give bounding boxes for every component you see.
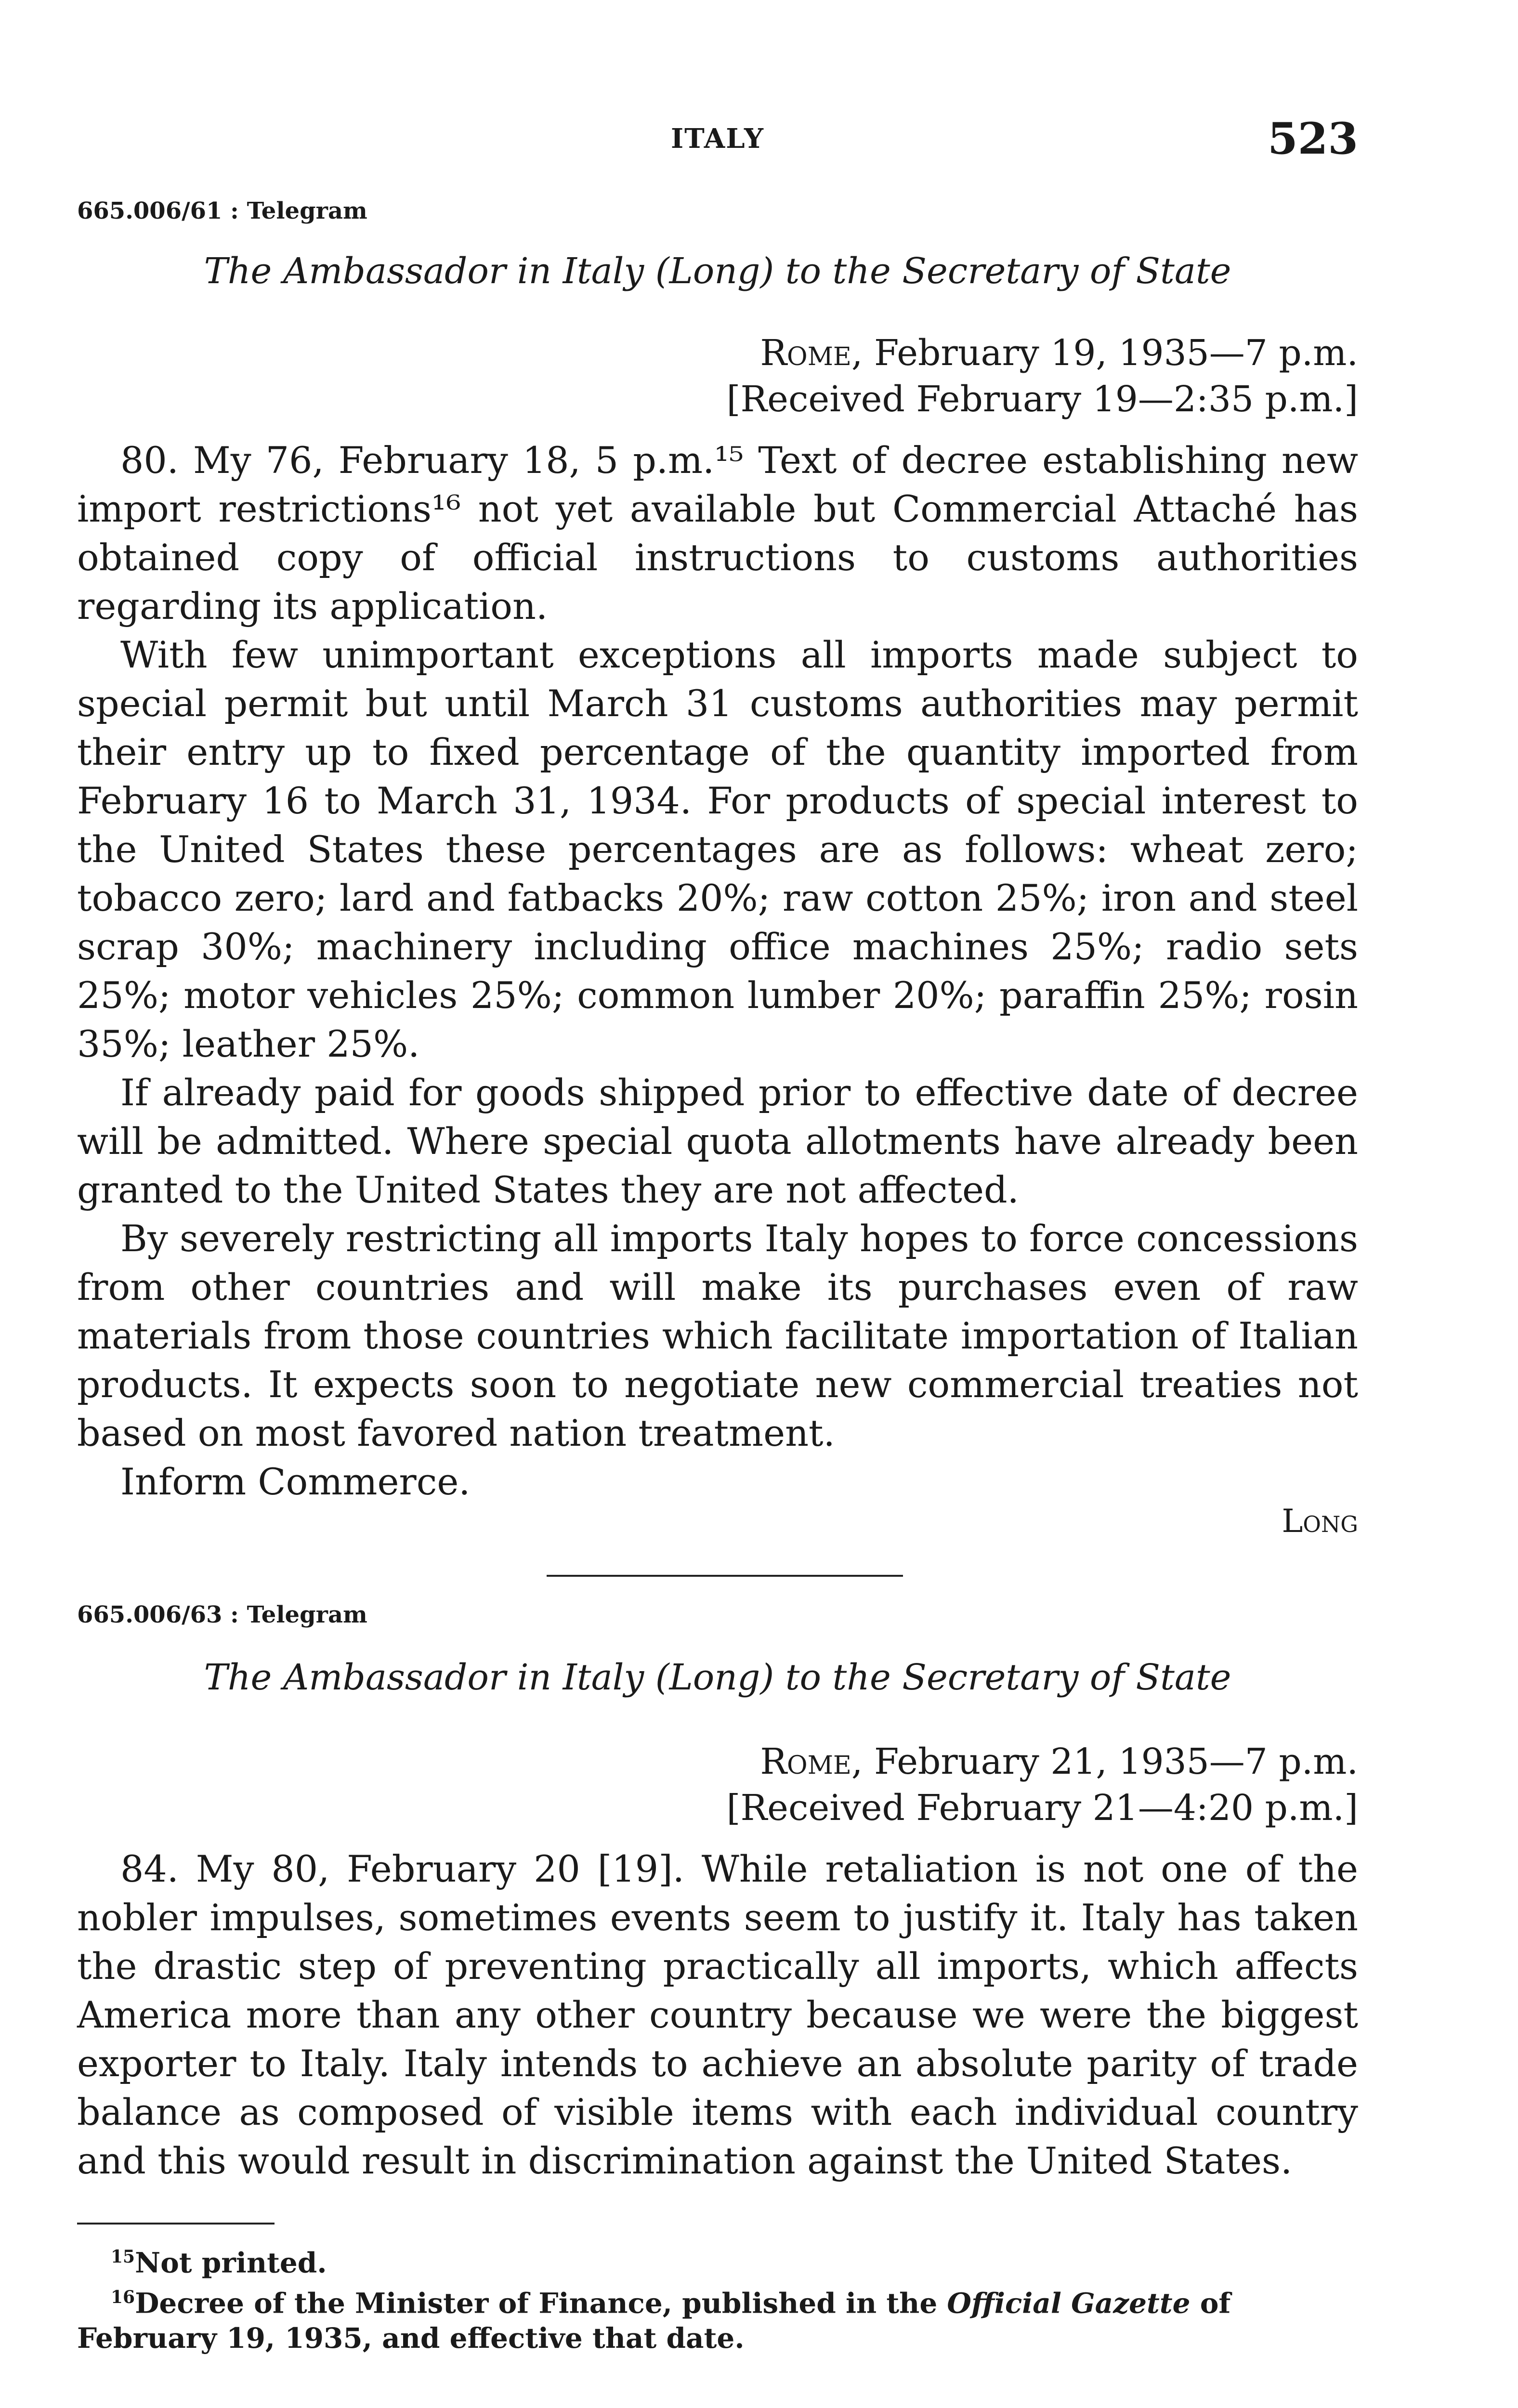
running-header (77, 113, 1358, 164)
document-page (77, 0, 1358, 2408)
dateline-2 (77, 1739, 1358, 1831)
footnote-rule (77, 2223, 275, 2225)
paragraph: With few unimportant exceptions all imports made subject to special permit but until March 31 customs authorities may permit their entry up to fixed percentage of the quantity imported from February 16 to March 31, 1934. For products of special interest to the United States these percentages are as follows: wheat zero; tobacco zero; lard and fatbacks 20%; raw cotton 25%; iron and steel scrap 30%; machinery including office machines 25%; radio sets 25%; motor vehicles 25%; common lumber 20%; paraffin 25%; rosin 35%; leather 25%. (77, 633, 1358, 1065)
footnote-16 (77, 2280, 1358, 2355)
telegram-body-2 (77, 1845, 1358, 2185)
place-1: Rome (760, 332, 851, 374)
paragraph: 80. My 76, February 18, 5 p.m.¹⁵ Text of decree establishing new import restrictions¹⁶ not yet available but Commercial Attaché has obtained copy of official instructions to customs authorities regarding its application. (77, 439, 1358, 628)
footnote-marker: 15 (111, 2247, 135, 2267)
place-date-2 (77, 1739, 1358, 1785)
footnote-italic-text: Official Gazette (947, 2287, 1191, 2320)
footnote-text: Not printed. (135, 2246, 327, 2279)
paragraph: If already paid for goods shipped prior to effective date of decree will be admitted. Where special quota allotments have already been granted to the United States they are not affected. (77, 1071, 1358, 1211)
telegram-body-1 (77, 436, 1358, 1506)
received-1: [Received February 19—2:35 p.m.] (726, 379, 1358, 420)
dateline-1 (77, 330, 1358, 422)
date-2: , February 21, 1935—7 p.m. (851, 1741, 1358, 1782)
paragraph: Inform Commerce. (120, 1460, 471, 1503)
file-number-1: 665.006/61 : Telegram (77, 197, 367, 224)
footnote-text: Decree of the Minister of Finance, published in the (135, 2287, 947, 2320)
place-date-1 (77, 330, 1358, 376)
place-2: Rome (760, 1741, 851, 1782)
date-1: , February 19, 1935—7 p.m. (851, 332, 1358, 374)
document-title-1: The Ambassador in Italy (Long) to the Secretary of State (204, 250, 1231, 292)
document-title-2: The Ambassador in Italy (Long) to the Secretary of State (204, 1657, 1231, 1698)
page-number: 523 (1268, 113, 1358, 164)
footnote-marker: 16 (111, 2287, 135, 2308)
signature-1: Long (1282, 1503, 1358, 1540)
footnotes (77, 2239, 1358, 2356)
file-number-2: 665.006/63 : Telegram (77, 1601, 367, 1628)
footnote-text: of February 19, 1935, and effective that date. (77, 2287, 1231, 2355)
paragraph: 84. My 80, February 20 [19]. While retaliation is not one of the nobler impulses, sometimes events seem to justify it. Italy has taken the drastic step of preventing practically all imports, which affects America more than any other country because we were the biggest exporter to Italy. Italy intends to achieve an absolute parity of trade balance as composed of visible items with each individual country and this would result in discrimination against the United States. (77, 1847, 1358, 2182)
received-2: [Received February 21—4:20 p.m.] (726, 1787, 1358, 1829)
paragraph: By severely restricting all imports Italy hopes to force concessions from other countries and will make its purchases even of raw materials from those countries which facilitate importation of Italian products. It expects soon to negotiate new commercial treaties not based on most favored nation treatment. (77, 1217, 1358, 1454)
footnote-15 (77, 2239, 1358, 2280)
running-title: ITALY (670, 123, 765, 155)
section-divider (547, 1575, 903, 1577)
